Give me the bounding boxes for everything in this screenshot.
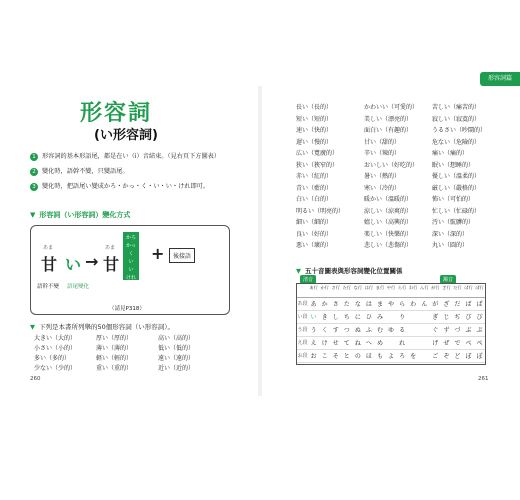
- list-item: 遠い（遠的）: [158, 355, 195, 362]
- plus-icon: +: [151, 244, 165, 263]
- list-item: 寒い（冷的）: [364, 184, 401, 192]
- conjugation-diagram: [30, 225, 230, 315]
- list-item: 遅い（慢的）: [296, 138, 333, 146]
- list-row: [296, 240, 500, 252]
- table-cell: ん: [421, 301, 428, 308]
- table-cell: き: [321, 314, 328, 321]
- suffix-box: 後接語: [169, 248, 195, 263]
- table-cell: ど: [454, 353, 461, 360]
- table-header-cell: な行: [353, 285, 363, 290]
- ending-kana: い: [65, 255, 82, 274]
- table-header-cell: ぱ行: [475, 285, 484, 290]
- table-cell: も: [376, 353, 383, 360]
- table-cell: ぽ: [476, 353, 483, 360]
- table-cell: ら: [399, 301, 406, 308]
- table-cell: り: [399, 314, 406, 321]
- table-cell: の: [354, 353, 361, 360]
- table-cell: ぢ: [454, 314, 461, 321]
- list-row: [296, 102, 500, 114]
- table-header-cell: が行: [431, 285, 440, 290]
- table-cell: に: [354, 314, 361, 321]
- table-cell: [419, 311, 430, 323]
- bullet-number: 3: [30, 183, 38, 191]
- list-row: [296, 217, 500, 229]
- table-cell: ぞ: [443, 353, 450, 360]
- list-item: 明るい（明亮的）: [296, 207, 345, 215]
- list-row: [296, 148, 500, 160]
- conj-ending: けれ: [125, 275, 136, 281]
- list-item: 細い（細的）: [296, 219, 333, 226]
- conj-ending: い: [128, 267, 134, 273]
- table-cell: と: [343, 353, 350, 360]
- table-header-cell: あ行: [309, 285, 318, 290]
- table-cell: [408, 337, 419, 349]
- list-item: 危ない（危險的）: [432, 138, 481, 146]
- table-cell: ぐ: [432, 327, 439, 334]
- list-item: 暖かい（溫暖的）: [364, 196, 413, 203]
- table-header-cell: ざ行: [442, 285, 451, 290]
- row-label: お段: [297, 353, 308, 359]
- triangle-icon: ▼: [30, 211, 36, 219]
- section-heading-text: 下列是本書所列舉的50個形容詞（い形容詞）。: [39, 323, 175, 331]
- list-item: 重い（重的）: [96, 365, 133, 372]
- table-cell: ぱ: [476, 301, 483, 308]
- list-item: かわいい（可愛的）: [364, 104, 419, 111]
- table-cell: し: [332, 314, 339, 321]
- table-cell: て: [343, 340, 350, 347]
- list-item: 赤い（紅的）: [296, 173, 333, 180]
- table-cell: [386, 311, 397, 323]
- bullet-number: 1: [30, 153, 38, 161]
- table-cell: こ: [321, 353, 328, 360]
- table-cell: ろ: [399, 353, 406, 360]
- list-item: 痛い（痛的）: [432, 150, 469, 157]
- page-title: 形容詞: [80, 101, 153, 126]
- list-item: おいしい（好吃的）: [364, 161, 419, 169]
- list-item: 小さい（小的）: [34, 345, 77, 352]
- ending-caption: 語尾變化: [67, 284, 90, 290]
- list-row: [34, 354, 220, 364]
- table-cell: で: [454, 340, 461, 347]
- table-header-cell: さ行: [331, 285, 340, 290]
- table-cell: じ: [443, 314, 450, 321]
- table-cell: み: [376, 314, 383, 321]
- table-row: [297, 311, 485, 324]
- table-header-cell: や行: [386, 285, 396, 290]
- list-row: [296, 229, 500, 241]
- table-cell: ほ: [365, 353, 372, 360]
- list-item: 大きい（大的）: [34, 335, 77, 342]
- section-heading-text: 形容詞（い形容詞）變化方式: [39, 211, 131, 219]
- stem-kanji: 甘: [41, 255, 58, 274]
- table-cell: く: [321, 327, 328, 334]
- table-cell: た: [343, 301, 350, 308]
- table-cell: げ: [432, 340, 439, 347]
- table-cell: ざ: [443, 301, 450, 308]
- list-item: 低い（低的）: [158, 345, 195, 352]
- table-cell: [408, 324, 419, 336]
- table-cell: ぶ: [465, 327, 472, 334]
- table-row: [297, 298, 485, 311]
- list-item: 甘い（甜的）: [364, 138, 401, 146]
- page-number: 260: [30, 376, 41, 382]
- list-item: 眠い（想睡的）: [432, 161, 475, 169]
- list-item: 短い（短的）: [296, 115, 333, 123]
- row-label: あ段: [297, 301, 308, 307]
- list-item: 近い（近的）: [158, 365, 195, 372]
- section-heading: [296, 266, 403, 275]
- table-cell: お: [310, 353, 317, 360]
- table-header-cell: ら行: [397, 285, 407, 290]
- table-cell: ふ: [365, 327, 372, 334]
- section-heading-text: 五十音圖表與形容詞變化位置關係: [305, 267, 403, 275]
- list-item: 薄い（薄的）: [96, 345, 133, 352]
- table-cell: ぷ: [476, 327, 483, 334]
- list-item: 少ない（少的）: [34, 365, 77, 372]
- table-cell: ぎ: [432, 314, 439, 321]
- list-item: 多い（多的）: [34, 355, 71, 362]
- list-item: 美しい（漂亮的）: [364, 115, 413, 123]
- adjective-list-left: [34, 334, 220, 374]
- list-item: 悪い（壞的）: [296, 242, 333, 249]
- list-row: [296, 114, 500, 126]
- table-cell: や: [388, 301, 395, 308]
- conj-ending: かろ: [125, 235, 136, 241]
- list-row: [296, 137, 500, 149]
- table-cell: へ: [365, 340, 372, 347]
- table-cell: ち: [343, 314, 350, 321]
- bullet-item: [30, 167, 240, 177]
- list-item: 苦しい（痛苦的）: [432, 104, 481, 111]
- list-item: 悲しい（悲傷的）: [364, 242, 413, 249]
- table-header-row: [297, 284, 485, 298]
- list-item: 涼しい（涼爽的）: [364, 207, 413, 215]
- list-item: 丸い（圓的）: [432, 242, 469, 249]
- table-cell: ね: [354, 340, 361, 347]
- table-cell: す: [332, 327, 339, 334]
- bullet-text: 形容詞的基本形語尾，都是在い（i）音結束。（見右頁下方圖表）: [42, 153, 221, 160]
- table-cell: う: [310, 327, 317, 334]
- table-cell: そ: [332, 353, 339, 360]
- table-cell: さ: [332, 301, 339, 308]
- list-item: 軽い（輕的）: [96, 355, 133, 362]
- table-header-cell: た行: [342, 285, 351, 290]
- triangle-icon: ▼: [30, 323, 35, 331]
- list-item: 汚い（骯髒的）: [432, 219, 475, 226]
- stem2-reading: あま: [105, 245, 116, 251]
- row-label: う段: [297, 327, 308, 333]
- list-item: うるさい（吵鬧的）: [432, 127, 487, 134]
- bullet-list: [30, 152, 240, 192]
- list-row: [296, 160, 500, 172]
- table-cell: [386, 337, 397, 349]
- list-item: 怖い（可怕的）: [432, 196, 475, 203]
- list-item: 面白い（有趣的）: [364, 127, 413, 134]
- table-cell: が: [432, 301, 439, 308]
- list-item: 辛い（辣的）: [364, 150, 401, 157]
- stem2-kanji: 甘: [103, 255, 120, 274]
- table-cell: む: [376, 327, 383, 334]
- row-label: え段: [297, 340, 308, 346]
- table-cell: ご: [432, 353, 439, 360]
- list-item: 白い（白的）: [296, 196, 333, 203]
- bullet-text: 變化時，把語尾い變成かろ・かっ・く・い・い・けれ即可。: [42, 183, 210, 190]
- table-cell: ぼ: [465, 353, 472, 360]
- table-cell: け: [321, 340, 328, 347]
- list-row: [296, 125, 500, 137]
- table-cell: ひ: [365, 314, 372, 321]
- list-row: [34, 364, 220, 374]
- list-item: 良い（好的）: [296, 230, 333, 238]
- table-cell: [419, 337, 430, 349]
- arrow-icon: →: [85, 252, 99, 271]
- table-row: [297, 337, 485, 350]
- section-heading: [30, 210, 130, 220]
- table-header-cell: わ行: [408, 285, 418, 290]
- table-cell: [408, 311, 419, 323]
- table-cell: を: [410, 353, 417, 360]
- reference-note: （請見P318）: [109, 306, 145, 312]
- stem-caption: 語幹不變: [37, 284, 60, 290]
- bullet-item: [30, 152, 240, 162]
- table-cell: は: [365, 301, 372, 308]
- list-item: 高い（高的）: [158, 335, 195, 342]
- table-cell: え: [310, 340, 317, 347]
- stem-reading: あま: [43, 245, 54, 251]
- triangle-icon: ▼: [296, 267, 301, 275]
- list-item: 寂しい（寂寞的）: [432, 115, 481, 123]
- list-item: 狭い（狹窄的）: [296, 161, 339, 169]
- table-cell: ゆ: [388, 327, 395, 334]
- table-cell: か: [321, 301, 328, 308]
- section-heading: [30, 322, 174, 331]
- row-label: い段: [297, 314, 308, 320]
- table-cell: び: [465, 314, 472, 321]
- list-row: [296, 194, 500, 206]
- list-row: [296, 183, 500, 195]
- list-item: 広い（寬廣的）: [296, 150, 339, 157]
- list-item: 青い（藍的）: [296, 184, 333, 192]
- conj-ending: い: [128, 259, 134, 265]
- table-cell: ぬ: [354, 327, 361, 334]
- table-cell: ぺ: [476, 340, 483, 347]
- bullet-item: [30, 182, 240, 192]
- table-body: [297, 298, 485, 363]
- table-cell: れ: [399, 340, 406, 347]
- badge-seion: 清音: [300, 275, 316, 284]
- list-item: 忙しい（忙碌的）: [432, 207, 481, 215]
- list-item: 暑い（熱的）: [364, 173, 401, 180]
- conjugation-endings: [123, 232, 139, 280]
- table-header-cell: ん行: [420, 285, 429, 290]
- table-cell: [419, 350, 430, 362]
- table-cell: つ: [343, 327, 350, 334]
- table-cell: づ: [454, 327, 461, 334]
- table-cell: あ: [310, 301, 317, 308]
- gojuon-table: [296, 283, 486, 365]
- table-cell: る: [399, 327, 406, 334]
- table-cell: ず: [443, 327, 450, 334]
- conj-ending: かっ: [125, 243, 136, 249]
- list-item: 嬉しい（高興的）: [364, 219, 413, 226]
- table-header-cell: だ行: [453, 285, 462, 290]
- table-header-cell: か行: [320, 285, 329, 290]
- list-item: 厳しい（嚴格的）: [432, 184, 481, 192]
- bullet-number: 2: [30, 168, 38, 176]
- table-cell: ぜ: [443, 340, 450, 347]
- table-cell: い: [310, 314, 317, 321]
- page-subtitle: (い形容詞): [94, 128, 158, 143]
- table-header-cell: ば行: [464, 285, 473, 290]
- table-header-cell: [297, 284, 308, 297]
- table-cell: [419, 324, 430, 336]
- table-cell: ま: [376, 301, 383, 308]
- table-cell: わ: [410, 301, 417, 308]
- table-header-cell: ま行: [375, 285, 385, 290]
- table-cell: ば: [465, 301, 472, 308]
- bullet-text: 變化時，語幹不變，只變語尾。: [42, 168, 129, 175]
- table-header-cell: は行: [364, 285, 374, 290]
- conj-ending: く: [128, 251, 134, 257]
- list-item: 速い（快的）: [296, 127, 333, 134]
- section-tab[interactable]: 形容詞篇: [480, 72, 520, 86]
- table-cell: だ: [454, 301, 461, 308]
- table-cell: な: [354, 301, 361, 308]
- list-item: 厚い（厚的）: [96, 335, 133, 342]
- table-cell: せ: [332, 340, 339, 347]
- adjective-list-right: [296, 102, 500, 252]
- table-cell: べ: [465, 340, 472, 347]
- page-number: 261: [478, 376, 489, 382]
- table-row: [297, 324, 485, 337]
- list-item: 楽しい（快樂的）: [364, 230, 413, 238]
- table-cell: よ: [388, 353, 395, 360]
- list-row: [34, 344, 220, 354]
- list-row: [296, 171, 500, 183]
- table-cell: め: [376, 340, 383, 347]
- list-row: [34, 334, 220, 344]
- table-row: [297, 350, 485, 363]
- list-item: 優しい（溫柔的）: [432, 173, 481, 180]
- list-row: [296, 206, 500, 218]
- list-item: 深い（深的）: [432, 230, 469, 238]
- badge-dakuon: 濁音: [440, 275, 456, 284]
- table-cell: ぴ: [476, 314, 483, 321]
- list-item: 長い（長的）: [296, 104, 333, 111]
